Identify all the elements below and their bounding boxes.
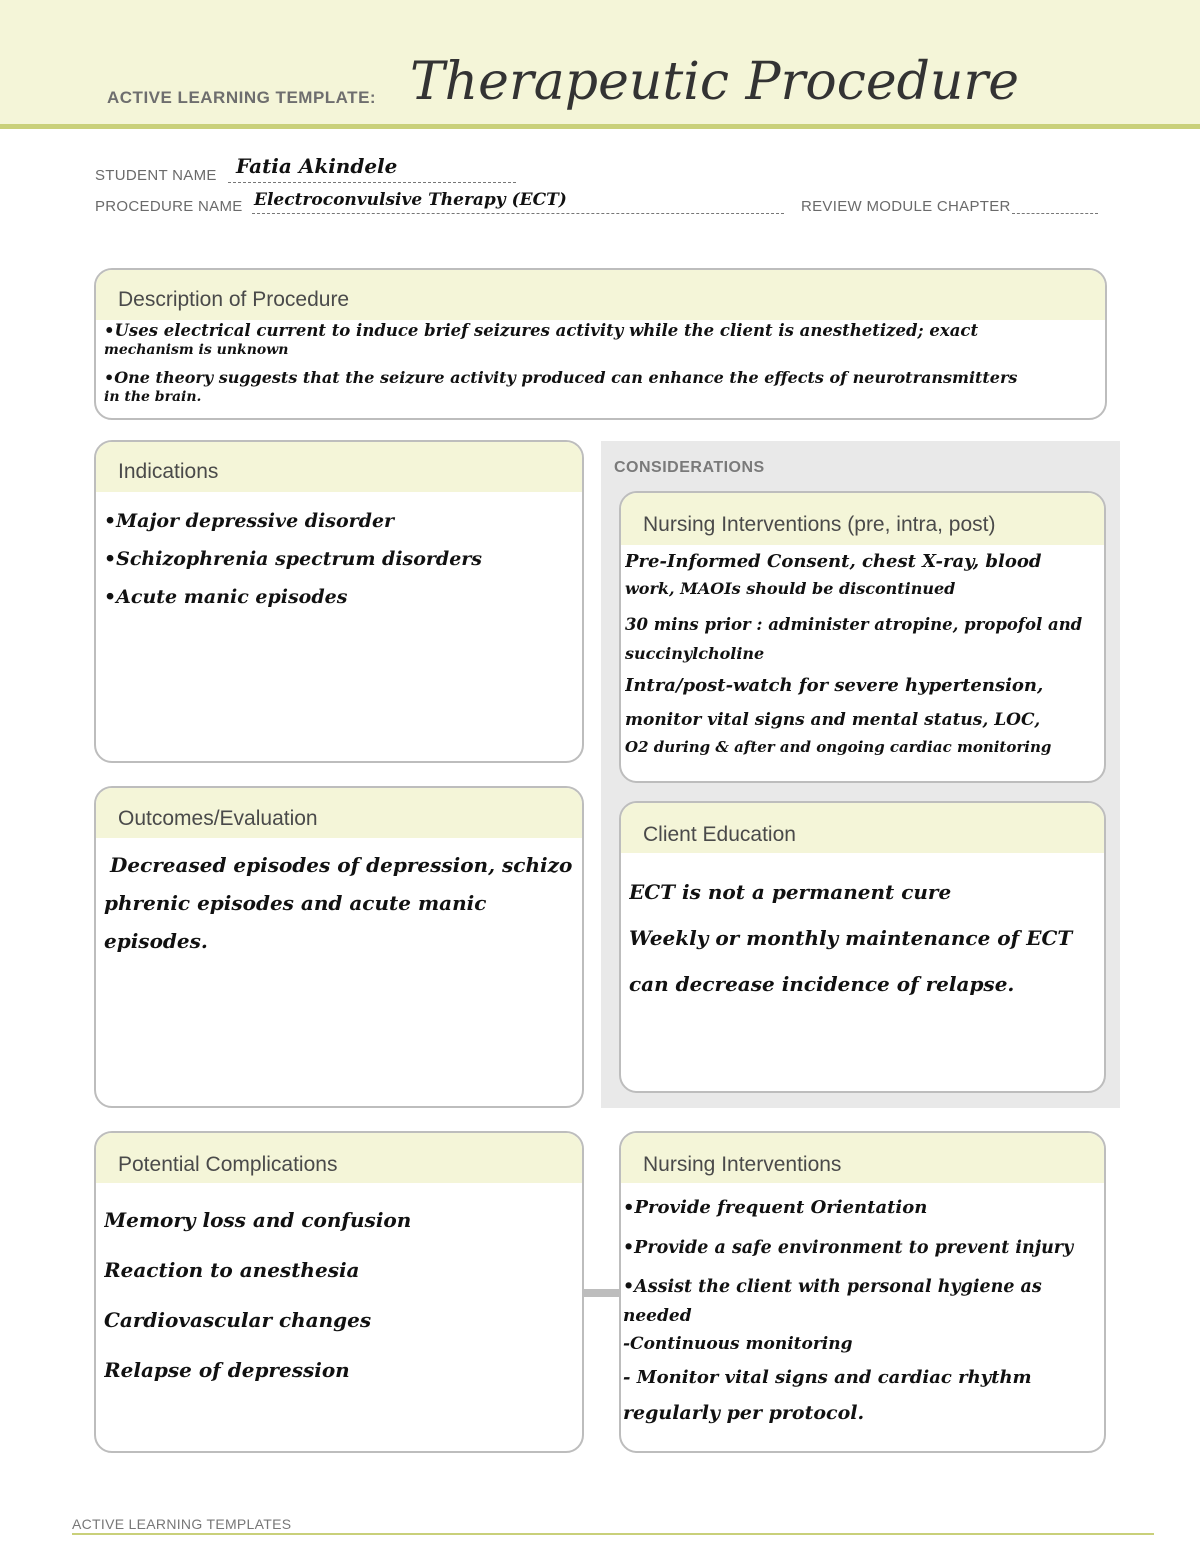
indication-item: •Acute manic episodes — [104, 586, 348, 608]
description-line: •One theory suggests that the seizure activity produced can enhance the effects of neurotransmitters — [104, 368, 1018, 387]
nursing-pre-line: Intra/post-watch for severe hypertension, — [625, 675, 1044, 696]
complications-title: Potential Complications — [96, 1133, 582, 1183]
nursing-intervention-item: - Monitor vital signs and cardiac rhythm — [623, 1367, 1032, 1388]
client-education-line: Weekly or monthly maintenance of ECT — [629, 926, 1073, 950]
description-box — [94, 268, 1107, 420]
footer-rule — [72, 1533, 1154, 1535]
nursing-interventions-title: Nursing Interventions — [621, 1133, 1104, 1183]
considerations-label: CONSIDERATIONS — [614, 459, 765, 476]
outcomes-line: phrenic episodes and acute manic — [104, 891, 487, 915]
nursing-pre-line: O2 during & after and ongoing cardiac monitoring — [625, 738, 1052, 756]
nursing-pre-title: Nursing Interventions (pre, intra, post) — [621, 493, 1104, 545]
header-rule — [0, 124, 1200, 129]
nursing-pre-box — [619, 491, 1106, 783]
footer-text: ACTIVE LEARNING TEMPLATES — [72, 1516, 292, 1532]
procedure-name-label: PROCEDURE NAME — [95, 198, 243, 215]
nursing-intervention-item: -Continuous monitoring — [623, 1334, 853, 1354]
description-line: in the brain. — [104, 390, 202, 404]
outcomes-line: episodes. — [104, 929, 208, 953]
box-connector — [583, 1289, 621, 1297]
procedure-name-line — [252, 212, 784, 214]
complication-item: Cardiovascular changes — [104, 1308, 372, 1332]
client-education-box — [619, 801, 1106, 1093]
outcomes-title: Outcomes/Evaluation — [96, 788, 582, 838]
complication-item: Reaction to anesthesia — [104, 1258, 360, 1282]
indication-item: •Schizophrenia spectrum disorders — [104, 548, 483, 570]
nursing-interventions-box — [619, 1131, 1106, 1453]
complications-box — [94, 1131, 584, 1453]
nursing-intervention-item: •Provide frequent Orientation — [623, 1197, 928, 1218]
description-line: •Uses electrical current to induce brief seizures activity while the client is anesthetized; exact — [104, 321, 979, 340]
indications-box — [94, 440, 584, 763]
procedure-name-value[interactable]: Electroconvulsive Therapy (ECT) — [254, 190, 567, 210]
complication-item: Memory loss and confusion — [104, 1208, 412, 1232]
description-line: mechanism is unknown — [104, 342, 289, 358]
nursing-pre-line: monitor vital signs and mental status, LOC, — [625, 710, 1041, 730]
nursing-pre-line: succinylcholine — [625, 644, 765, 663]
outcomes-box — [94, 786, 584, 1108]
outcomes-line: Decreased episodes of depression, schizo — [110, 853, 573, 877]
review-module-label: REVIEW MODULE CHAPTER — [801, 198, 1011, 215]
nursing-intervention-item: needed — [623, 1306, 692, 1326]
page-title: Therapeutic Procedure — [410, 52, 1019, 112]
nursing-pre-line: 30 mins prior : administer atropine, propofol and — [625, 615, 1083, 634]
student-name-line — [228, 181, 516, 183]
student-name-value[interactable]: Fatia Akindele — [236, 154, 398, 178]
template-prefix: ACTIVE LEARNING TEMPLATE: — [107, 88, 377, 107]
complication-item: Relapse of depression — [104, 1358, 350, 1382]
nursing-intervention-item: •Provide a safe environment to prevent injury — [623, 1238, 1074, 1258]
student-name-label: STUDENT NAME — [95, 167, 217, 184]
client-education-line: ECT is not a permanent cure — [629, 880, 952, 904]
indications-title: Indications — [96, 442, 582, 492]
description-title: Description of Procedure — [96, 270, 1105, 320]
nursing-intervention-item: regularly per protocol. — [623, 1402, 865, 1424]
client-education-title: Client Education — [621, 803, 1104, 853]
nursing-pre-line: work, MAOIs should be discontinued — [625, 579, 956, 598]
indication-item: •Major depressive disorder — [104, 510, 395, 532]
client-education-line: can decrease incidence of relapse. — [629, 972, 1015, 996]
nursing-intervention-item: •Assist the client with personal hygiene as — [623, 1277, 1042, 1297]
review-module-line[interactable] — [1012, 212, 1098, 214]
nursing-pre-line: Pre-Informed Consent, chest X-ray, blood — [625, 551, 1042, 572]
